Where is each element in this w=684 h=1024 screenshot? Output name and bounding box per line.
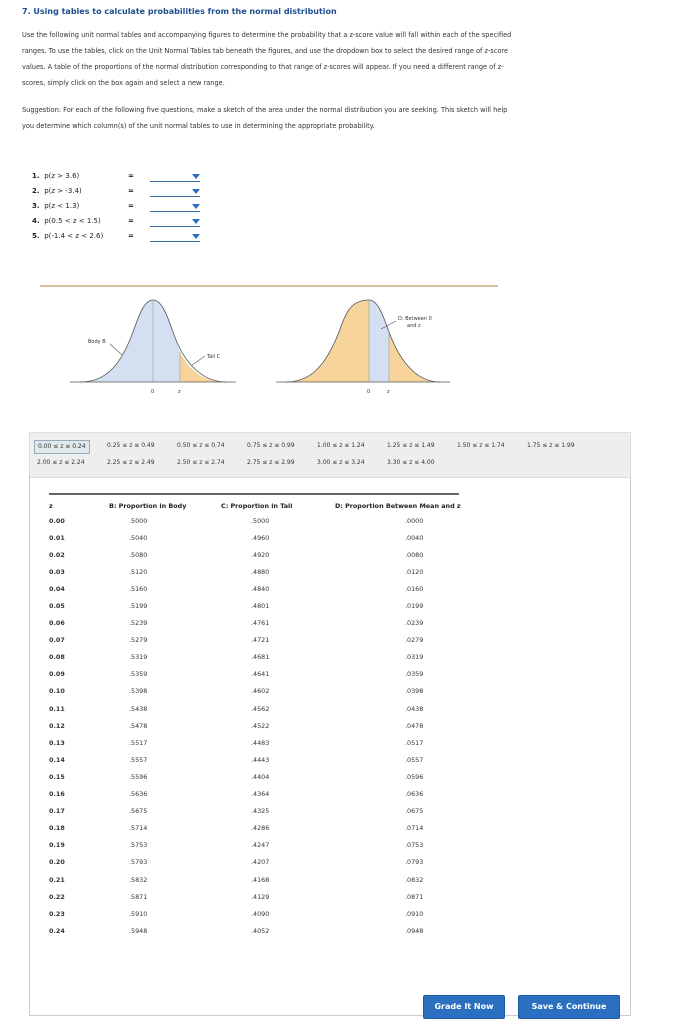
range-tab[interactable]: 0.75 ≤ z ≤ 0.99 bbox=[247, 442, 295, 449]
cell-z: 0.15 bbox=[49, 772, 65, 781]
dropdown-arrow-icon bbox=[192, 219, 200, 224]
table-row bbox=[49, 820, 495, 837]
save-continue-button[interactable]: Save & Continue bbox=[518, 995, 620, 1019]
table-row bbox=[49, 717, 495, 734]
table-row bbox=[49, 632, 495, 649]
cell-between: .0199 bbox=[405, 602, 424, 611]
side-area bbox=[286, 300, 369, 382]
cell-between: .0120 bbox=[405, 567, 424, 576]
table-row bbox=[49, 888, 495, 905]
between-d-label: D: Between 0 bbox=[398, 316, 432, 322]
answer-dropdown[interactable] bbox=[150, 171, 200, 182]
cell-between: .0438 bbox=[405, 704, 424, 713]
cell-between: .0359 bbox=[405, 670, 424, 679]
cell-between: .0279 bbox=[405, 636, 424, 645]
cell-between: .0948 bbox=[405, 926, 424, 935]
cell-z: 0.21 bbox=[49, 875, 65, 884]
cell-tail: .4761 bbox=[251, 619, 270, 628]
cell-between: .0557 bbox=[405, 755, 424, 764]
range-tab[interactable]: 0.25 ≤ z ≤ 0.49 bbox=[107, 442, 155, 449]
cell-z: 0.07 bbox=[49, 636, 65, 645]
table-row bbox=[49, 803, 495, 820]
cell-body: .5636 bbox=[129, 790, 148, 799]
cell-body: .5319 bbox=[129, 653, 148, 662]
cell-tail: .4801 bbox=[251, 602, 270, 611]
cell-z: 0.02 bbox=[49, 550, 65, 559]
cell-z: 0.09 bbox=[49, 670, 65, 679]
table-row bbox=[49, 751, 495, 768]
cell-z: 0.00 bbox=[49, 516, 65, 525]
cell-tail: .4602 bbox=[251, 687, 270, 696]
cell-tail: .4522 bbox=[251, 721, 270, 730]
cell-between: .0753 bbox=[405, 841, 424, 850]
table-row bbox=[49, 922, 495, 939]
cell-tail: .4052 bbox=[251, 926, 270, 935]
cell-tail: .4404 bbox=[251, 772, 270, 781]
dropdown-arrow-icon bbox=[192, 189, 200, 194]
col-header-z: z bbox=[49, 502, 53, 510]
body-b-label: Body B bbox=[88, 339, 106, 345]
cell-tail: .4286 bbox=[251, 824, 270, 833]
cell-tail: .4681 bbox=[251, 653, 270, 662]
table-row bbox=[49, 563, 495, 580]
cell-tail: .4960 bbox=[251, 533, 270, 542]
cell-z: 0.20 bbox=[49, 858, 65, 867]
cell-body: .5948 bbox=[129, 926, 148, 935]
cell-body: .5000 bbox=[129, 516, 148, 525]
cell-z: 0.06 bbox=[49, 619, 65, 628]
instructions-line: Use the following unit normal tables and accompanying figures to determine the probability that a z-score value will fall within each of the specified bbox=[22, 31, 512, 39]
cell-body: .5160 bbox=[129, 584, 148, 593]
table-row bbox=[49, 871, 495, 888]
question-text: p(0.5 < z < 1.5) bbox=[44, 217, 101, 225]
question-text: p(-1.4 < z < 2.6) bbox=[44, 232, 104, 240]
table-row bbox=[49, 786, 495, 803]
table-row bbox=[49, 768, 495, 785]
cell-body: .5793 bbox=[129, 858, 148, 867]
cell-tail: .4364 bbox=[251, 790, 270, 799]
cell-z: 0.14 bbox=[49, 755, 65, 764]
cell-between: .0160 bbox=[405, 584, 424, 593]
cell-body: .5080 bbox=[129, 550, 148, 559]
table-row bbox=[49, 512, 495, 529]
cell-tail: .4641 bbox=[251, 670, 270, 679]
cell-body: .5557 bbox=[129, 755, 148, 764]
cell-z: 0.19 bbox=[49, 841, 65, 850]
cell-between: .0596 bbox=[405, 772, 424, 781]
cell-body: .5359 bbox=[129, 670, 148, 679]
cell-between: .0478 bbox=[405, 721, 424, 730]
cell-tail: .4443 bbox=[251, 755, 270, 764]
cell-body: .5199 bbox=[129, 602, 148, 611]
cell-between: .0871 bbox=[405, 892, 424, 901]
cell-z: 0.18 bbox=[49, 824, 65, 833]
cell-body: .5517 bbox=[129, 738, 148, 747]
cell-tail: .4840 bbox=[251, 584, 270, 593]
question-text: p(z > -3.4) bbox=[44, 187, 82, 195]
cell-between: .0398 bbox=[405, 687, 424, 696]
grade-it-now-button[interactable]: Grade It Now bbox=[423, 995, 505, 1019]
question-row bbox=[32, 168, 212, 184]
instructions-line: scores, simply click on the box again and select a new range. bbox=[22, 79, 225, 87]
range-tab[interactable]: 3.30 ≤ z ≤ 4.00 bbox=[387, 459, 435, 466]
left-z-label: z bbox=[178, 389, 181, 395]
cell-z: 0.12 bbox=[49, 721, 65, 730]
between-d-label-2: and z bbox=[407, 323, 421, 329]
cell-between: .0517 bbox=[405, 738, 424, 747]
cell-tail: .4483 bbox=[251, 738, 270, 747]
cell-between: .0793 bbox=[405, 858, 424, 867]
body-pointer bbox=[110, 344, 122, 355]
dropdown-arrow-icon bbox=[192, 174, 200, 179]
cell-body: .5753 bbox=[129, 841, 148, 850]
right-z-label: z bbox=[387, 389, 390, 395]
cell-body: .5239 bbox=[129, 619, 148, 628]
range-tab[interactable]: 0.50 ≤ z ≤ 0.74 bbox=[177, 442, 225, 449]
range-tab[interactable]: 1.50 ≤ z ≤ 1.74 bbox=[457, 442, 505, 449]
cell-between: .0080 bbox=[405, 550, 424, 559]
cell-body: .5279 bbox=[129, 636, 148, 645]
cell-tail: .4207 bbox=[251, 858, 270, 867]
table-row bbox=[49, 854, 495, 871]
cell-between: .0714 bbox=[405, 824, 424, 833]
cell-z: 0.22 bbox=[49, 892, 65, 901]
question-text: p(z < 1.3) bbox=[44, 202, 80, 210]
equals-sign: = bbox=[128, 202, 134, 210]
instructions-line: values. A table of the proportions of the normal distribution corresponding to that range of z-scores will appear. If you need a different range of z- bbox=[22, 63, 504, 71]
cell-z: 0.05 bbox=[49, 602, 65, 611]
left-zero-label: 0 bbox=[151, 389, 155, 395]
cell-z: 0.11 bbox=[49, 704, 65, 713]
cell-body: .5596 bbox=[129, 772, 148, 781]
table-header-row bbox=[49, 500, 495, 512]
table-row bbox=[49, 683, 495, 700]
cell-tail: .4129 bbox=[251, 892, 270, 901]
question-number: 5. bbox=[32, 232, 40, 240]
question-number: 4. bbox=[32, 217, 40, 225]
range-tab[interactable]: 1.75 ≤ z ≤ 1.99 bbox=[527, 442, 575, 449]
cell-tail: .4325 bbox=[251, 807, 270, 816]
range-tab[interactable]: 2.50 ≤ z ≤ 2.74 bbox=[177, 459, 225, 466]
cell-tail: .4090 bbox=[251, 909, 270, 918]
suggestion-line: you determine which column(s) of the unit normal tables to use in determining the appropriate probability. bbox=[22, 122, 375, 130]
col-header-body: B: Proportion in Body bbox=[109, 502, 187, 510]
answer-dropdown[interactable] bbox=[150, 231, 200, 242]
range-tab[interactable]: 1.25 ≤ z ≤ 1.49 bbox=[387, 442, 435, 449]
equals-sign: = bbox=[128, 232, 134, 240]
equals-sign: = bbox=[128, 217, 134, 225]
cell-tail: .4721 bbox=[251, 636, 270, 645]
question-row bbox=[32, 213, 212, 229]
table-row bbox=[49, 615, 495, 632]
cell-z: 0.03 bbox=[49, 567, 65, 576]
cell-z: 0.24 bbox=[49, 926, 65, 935]
cell-body: .5438 bbox=[129, 704, 148, 713]
between-d-area bbox=[369, 300, 389, 382]
equals-sign: = bbox=[128, 187, 134, 195]
instructions bbox=[22, 27, 622, 91]
cell-between: .0239 bbox=[405, 619, 424, 628]
cell-body: .5398 bbox=[129, 687, 148, 696]
normal-curves bbox=[40, 287, 498, 413]
cell-body: .5910 bbox=[129, 909, 148, 918]
table-row bbox=[49, 597, 495, 614]
table-row bbox=[49, 580, 495, 597]
question-title: 7. Using tables to calculate probabilities from the normal distribution bbox=[22, 7, 337, 16]
question-number: 2. bbox=[32, 187, 40, 195]
table-row bbox=[49, 529, 495, 546]
cell-tail: .4247 bbox=[251, 841, 270, 850]
table-row bbox=[49, 700, 495, 717]
normal-distribution-figures bbox=[40, 285, 498, 413]
right-zero-label: 0 bbox=[367, 389, 371, 395]
cell-z: 0.01 bbox=[49, 533, 65, 542]
unit-normal-range-tabs bbox=[29, 432, 631, 478]
cell-between: .0910 bbox=[405, 909, 424, 918]
answer-dropdown[interactable] bbox=[150, 186, 200, 197]
table-row bbox=[49, 734, 495, 751]
col-header-tail: C: Proportion in Tail bbox=[221, 502, 293, 510]
cell-body: .5478 bbox=[129, 721, 148, 730]
table-row bbox=[49, 837, 495, 854]
cell-z: 0.04 bbox=[49, 584, 65, 593]
cell-body: .5120 bbox=[129, 567, 148, 576]
left-curve-figure bbox=[70, 300, 236, 395]
unit-normal-table bbox=[49, 500, 495, 939]
range-tab[interactable]: 2.00 ≤ z ≤ 2.24 bbox=[37, 459, 85, 466]
question-row bbox=[32, 198, 212, 214]
cell-body: .5871 bbox=[129, 892, 148, 901]
tail-pointer bbox=[192, 356, 205, 365]
cell-z: 0.13 bbox=[49, 738, 65, 747]
cell-z: 0.08 bbox=[49, 653, 65, 662]
table-row bbox=[49, 666, 495, 683]
suggestion bbox=[22, 102, 622, 134]
question-number: 1. bbox=[32, 172, 40, 180]
cell-between: .0832 bbox=[405, 875, 424, 884]
cell-body: .5832 bbox=[129, 875, 148, 884]
answer-dropdown[interactable] bbox=[150, 201, 200, 212]
col-header-between: D: Proportion Between Mean and z bbox=[335, 502, 461, 510]
cell-tail: .4562 bbox=[251, 704, 270, 713]
range-tab[interactable]: 2.25 ≤ z ≤ 2.49 bbox=[107, 459, 155, 466]
dropdown-arrow-icon bbox=[192, 204, 200, 209]
question-number: 3. bbox=[32, 202, 40, 210]
range-tab[interactable]: 2.75 ≤ z ≤ 2.99 bbox=[247, 459, 295, 466]
range-tab[interactable]: 1.00 ≤ z ≤ 1.24 bbox=[317, 442, 365, 449]
right-curve-figure bbox=[276, 300, 450, 395]
cell-z: 0.16 bbox=[49, 790, 65, 799]
suggestion-line: Suggestion: For each of the following five questions, make a sketch of the area under the normal distribution you are seeking. This sketch will help bbox=[22, 106, 508, 114]
question-row bbox=[32, 183, 212, 199]
table-header-rule bbox=[49, 493, 459, 495]
tail-c-label: Tail C bbox=[207, 354, 221, 360]
range-tab[interactable]: 3.00 ≤ z ≤ 3.24 bbox=[317, 459, 365, 466]
question-row bbox=[32, 228, 212, 244]
cell-z: 0.10 bbox=[49, 687, 65, 696]
cell-body: .5714 bbox=[129, 824, 148, 833]
table-row bbox=[49, 905, 495, 922]
cell-body: .5675 bbox=[129, 807, 148, 816]
table-row bbox=[49, 649, 495, 666]
cell-z: 0.17 bbox=[49, 807, 65, 816]
cell-between: .0000 bbox=[405, 516, 424, 525]
dropdown-arrow-icon bbox=[192, 234, 200, 239]
cell-between: .0040 bbox=[405, 533, 424, 542]
cell-between: .0636 bbox=[405, 790, 424, 799]
table-row bbox=[49, 546, 495, 563]
equals-sign: = bbox=[128, 172, 134, 180]
answer-dropdown[interactable] bbox=[150, 216, 200, 227]
range-tab[interactable]: 0.00 ≤ z ≤ 0.24 bbox=[34, 440, 90, 454]
question-text: p(z > 3.6) bbox=[44, 172, 80, 180]
cell-body: .5040 bbox=[129, 533, 148, 542]
cell-tail: .5000 bbox=[251, 516, 270, 525]
cell-tail: .4880 bbox=[251, 567, 270, 576]
cell-between: .0319 bbox=[405, 653, 424, 662]
instructions-line: ranges. To use the tables, click on the Unit Normal Tables tab beneath the figures, and use the dropdown box to select the desired range of z-score bbox=[22, 47, 508, 55]
cell-z: 0.23 bbox=[49, 909, 65, 918]
right-tail-area bbox=[389, 332, 440, 382]
cell-tail: .4920 bbox=[251, 550, 270, 559]
cell-between: .0675 bbox=[405, 807, 424, 816]
cell-tail: .4168 bbox=[251, 875, 270, 884]
